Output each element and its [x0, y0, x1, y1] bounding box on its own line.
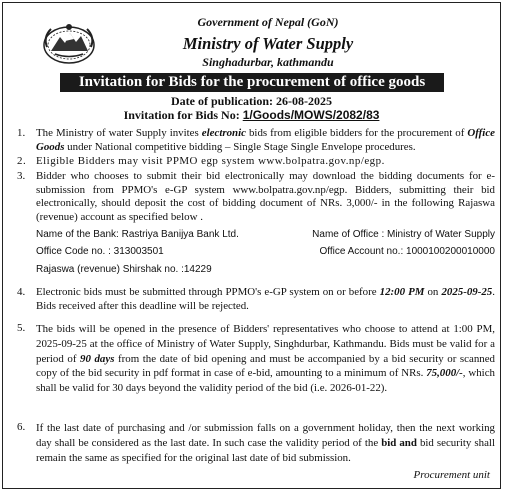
- bids-number-value: 1/Goods/MOWS/2082/83: [242, 108, 380, 122]
- notice-title: Invitation for Bids for the procurement of office goods: [60, 73, 444, 92]
- publication-date: Date of publication: 26-08-2025: [171, 94, 332, 108]
- clause-3: 3. Bidder who chooses to submit their bid electronically may download the bidding documents for e-submission from PPMO's e-GP system www.bolpatra.gov.np/egp. Bidders, submitting their bid electronically, should deposit the cost of bidding document of NRs. 3,000/- in the following Rajaswa (revenue) account as specified below . Name of the Bank: Rastriya Banijya Bank Ltd. Name of Office : Ministry of Water Supply Office Code no. : 313003501 Office Account no.: 1000100200010000 Rajaswa (revenue) Shirshak no. :14229: [17, 170, 495, 275]
- procurement-unit-signature: Procurement unit: [413, 469, 490, 481]
- ministry-name: Ministry of Water Supply: [182, 34, 354, 53]
- ministry-location: Singhadurbar, kathmandu: [202, 55, 334, 69]
- office-name: Name of Office : Ministry of Water Supply: [312, 229, 495, 240]
- revenue-shirshak: Rajaswa (revenue) Shirshak no. :14229: [36, 264, 212, 275]
- bank-details: [36, 228, 495, 277]
- clause-2: 2. Eligible Bidders may visit PPMO egp system www.bolpatra.gov.np/egp.: [17, 155, 385, 167]
- nepal-emblem-icon: [41, 21, 97, 65]
- clause-5: 5. The bids will be opened in the presence of Bidders' representatives who choose to attend at 1:00 PM, 2025-09-25 at the office of Ministry of Water Supply, Singhdurbar, Kathmandu. Bids must be valid for a period of 90 days from the date of bid opening and must be accompanied by a bid security or scanned copy of the bid security in pdf format in case of e-bid, amounting to a minimum of NRs. 75,000/-, which shall be valid for 30 days beyond the validity period of the bid (i.e. 2026-01-22).: [17, 322, 495, 395]
- clause-4: 4. Electronic bids must be submitted through PPMO's e-GP system on or before 12:00 PM on 2025-09-25. Bids received after this deadline will be rejected.: [17, 286, 495, 312]
- bids-number-label: Invitation for Bids No:: [123, 108, 240, 122]
- office-code: Office Code no. : 313003501: [36, 245, 164, 257]
- bids-number: [3, 108, 500, 123]
- office-account: Office Account no.: 1000100200010000: [319, 245, 495, 257]
- clause-1: 1. The Ministry of water Supply invites electronic bids from eligible bidders for the procurement of Office Goods under National competitive bidding – Single Stage Single Envelope procedures.: [17, 127, 495, 153]
- procurement-notice: [2, 2, 501, 489]
- government-name: Government of Nepal (GoN): [197, 15, 339, 29]
- bank-name: Name of the Bank: Rastriya Banijya Bank Ltd.: [36, 229, 239, 240]
- clause-6: 6. If the last date of purchasing and /or submission falls on a government holiday, then the next working day shall be considered as the last date. In such case the validity period of the bid and bid security shall remain the same as specified for the original last date of bid submission.: [17, 421, 495, 464]
